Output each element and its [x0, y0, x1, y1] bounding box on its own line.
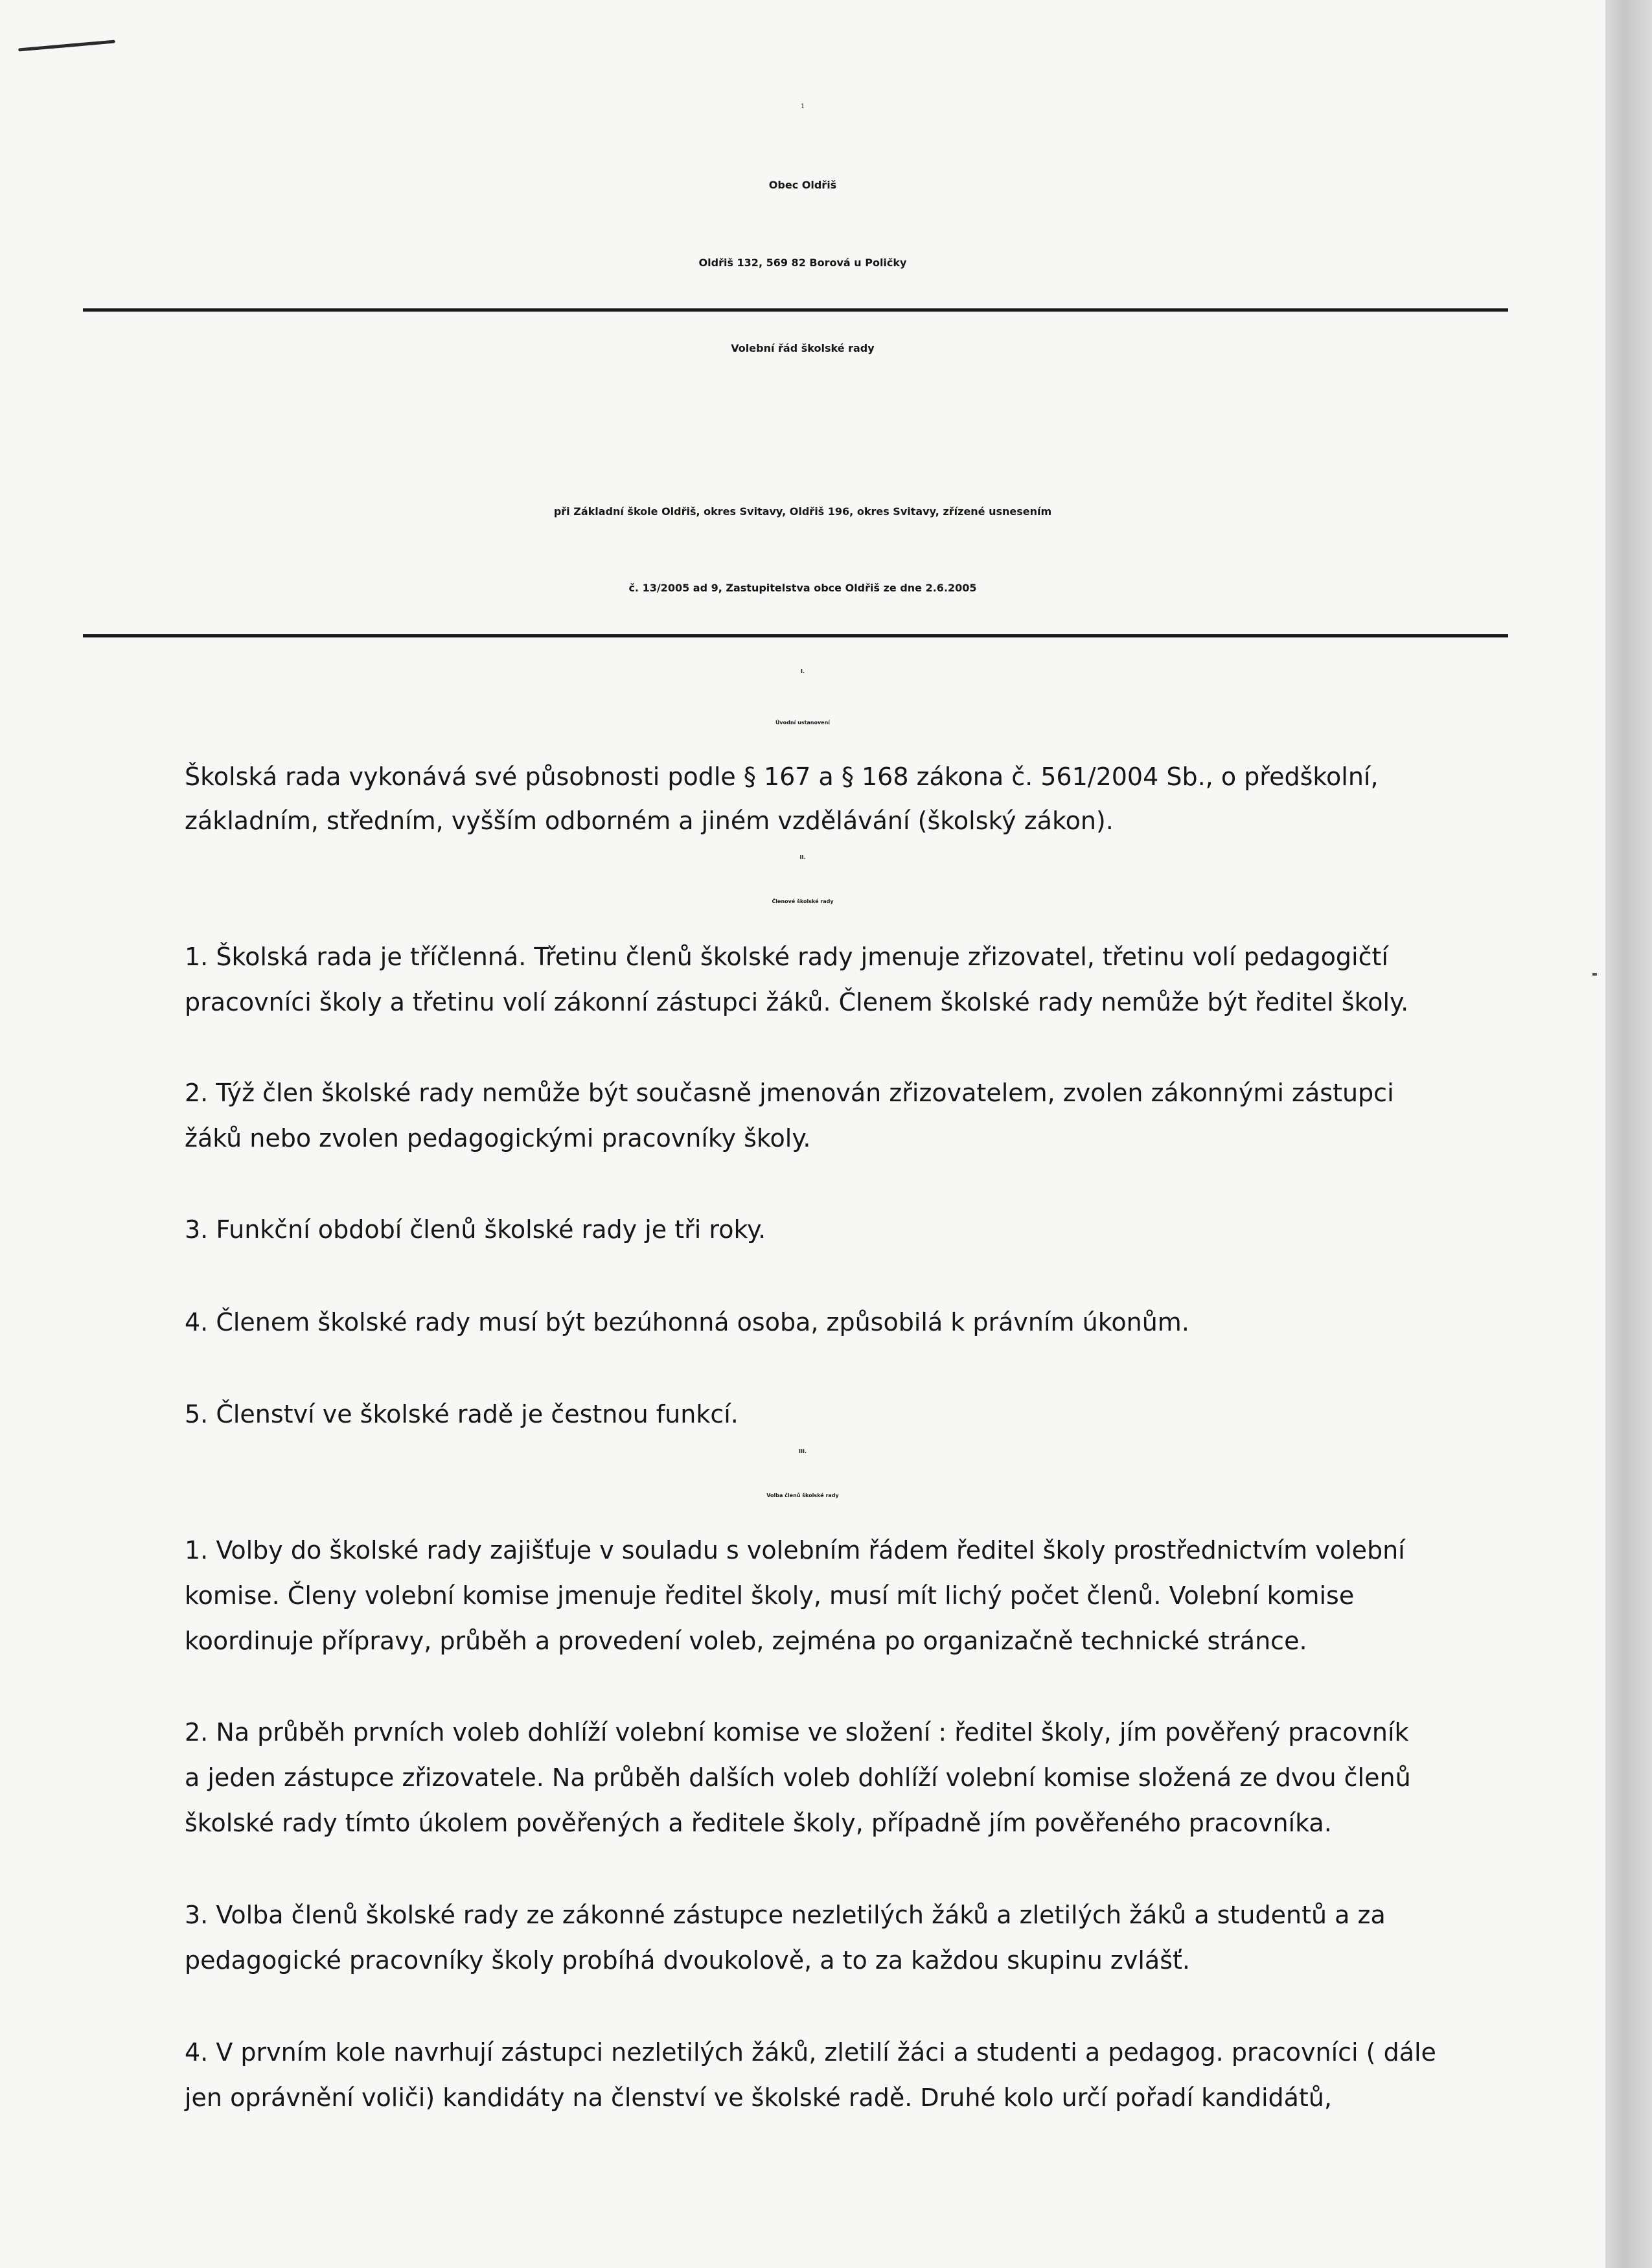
- subtitle-divider: [83, 634, 1508, 637]
- paragraph-line: 1. Volby do školské rady zajišťuje v souladu s volebním řádem ředitel školy prostřednictvím volební: [185, 1536, 1405, 1564]
- paragraph-line: 1. Školská rada je tříčlenná. Třetinu členů školské rady jmenuje zřizovatel, třetinu volí pedagogičtí: [185, 943, 1388, 971]
- municipality-title: Obec Oldřiš: [768, 179, 837, 191]
- scan-speck: [1592, 973, 1597, 976]
- section-number: I.: [800, 669, 805, 674]
- paragraph-line: 4. V prvním kole navrhují zástupci nezletilých žáků, zletilí žáci a studenti a pedagog. pracovníci ( dále: [185, 2038, 1436, 2067]
- paragraph-line: 3. Volba členů školské rady ze zákonné zástupce nezletilých žáků a zletilých žáků a studentů a za: [185, 1901, 1386, 1929]
- municipality-address: Oldřiš 132, 569 82 Borová u Poličky: [698, 257, 907, 269]
- paragraph-line: školské rady tímto úkolem pověřených a ředitele školy, případně jím pověřeného pracovníka.: [185, 1809, 1332, 1837]
- paragraph-line: koordinuje přípravy, průběh a provedení voleb, zejména po organizačně technické stránce.: [185, 1627, 1307, 1655]
- paragraph-line: 5. Členství ve školské radě je čestnou funkcí.: [185, 1400, 739, 1428]
- header-divider: [83, 308, 1508, 312]
- paragraph-line: 3. Funkční období členů školské rady je tři roky.: [185, 1215, 766, 1244]
- paragraph-line: 4. Členem školské rady musí být bezúhonná osoba, způsobilá k právním úkonům.: [185, 1308, 1189, 1336]
- section-number: III.: [799, 1449, 807, 1454]
- document-subtitle-line-2: č. 13/2005 ad 9, Zastupitelstva obce Oldřiš ze dne 2.6.2005: [628, 582, 977, 594]
- paragraph-line: základním, středním, vyšším odborném a jiném vzdělávání (školský zákon).: [185, 807, 1114, 835]
- paragraph-line: pracovníci školy a třetinu volí zákonní zástupci žáků. Členem školské rady nemůže být ředitel školy.: [185, 988, 1409, 1016]
- document-subtitle-line-1: při Základní škole Oldřiš, okres Svitavy, Oldřiš 196, okres Svitavy, zřízené usnesením: [553, 505, 1052, 518]
- section-number: II.: [799, 854, 806, 860]
- paragraph-line: jen oprávnění voliči) kandidáty na členství ve školské radě. Druhé kolo určí pořadí kandidátů,: [185, 2083, 1332, 2112]
- section-title: Úvodní ustanovení: [775, 720, 831, 726]
- paragraph-line: 2. Týž člen školské rady nemůže být současně jmenován zřizovatelem, zvolen zákonnými zástupci: [185, 1079, 1394, 1107]
- section-title: Členové školské rady: [772, 899, 834, 904]
- paragraph-line: pedagogické pracovníky školy probíhá dvoukolově, a to za každou skupinu zvlášť.: [185, 1946, 1190, 1975]
- scan-edge: [1605, 0, 1652, 2268]
- section-title: Volba členů školské rady: [766, 1493, 839, 1498]
- page-number: 1: [800, 103, 805, 110]
- document-title: Volební řád školské rady: [731, 342, 875, 354]
- paragraph-line: komise. Členy volební komise jmenuje ředitel školy, musí mít lichý počet členů. Volební komise: [185, 1581, 1355, 1610]
- paragraph-line: 2. Na průběh prvních voleb dohlíží volební komise ve složení : ředitel školy, jím pověřený pracovník: [185, 1718, 1409, 1747]
- paragraph-line: žáků nebo zvolen pedagogickými pracovníky školy.: [185, 1124, 811, 1152]
- paragraph-line: Školská rada vykonává své působnosti podle § 167 a § 168 zákona č. 561/2004 Sb., o předškolní,: [185, 762, 1379, 791]
- pen-mark: [18, 40, 115, 51]
- paragraph-line: a jeden zástupce zřizovatele. Na průběh dalších voleb dohlíží volební komise složená ze dvou členů: [185, 1763, 1411, 1792]
